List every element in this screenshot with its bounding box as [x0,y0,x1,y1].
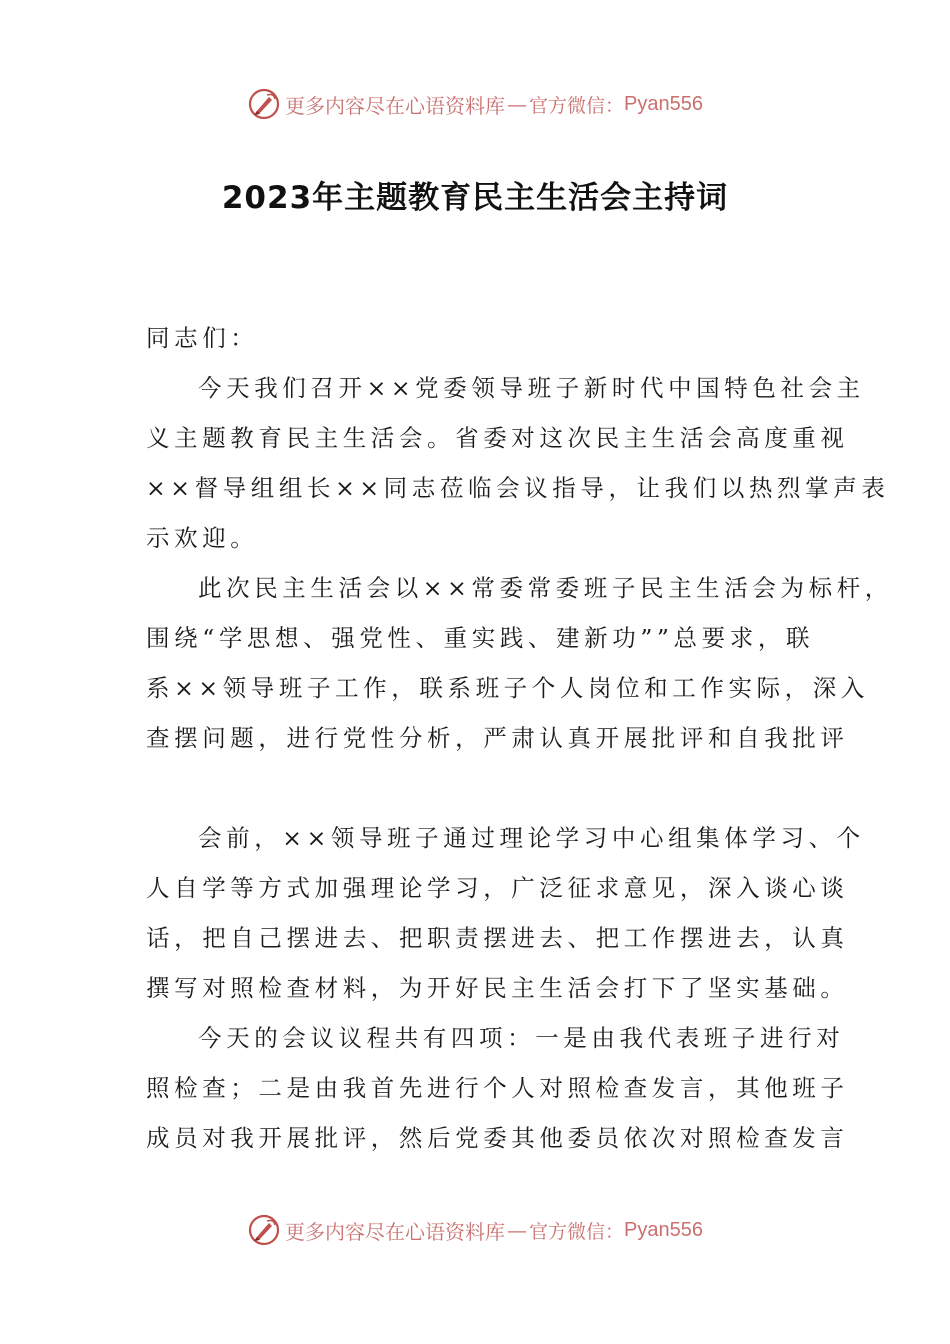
paragraph-line: 今天的会议议程共有四项：一是由我代表班子进行对 [198,1024,845,1052]
banner-wechat-label: 官方微信： [529,1220,625,1243]
pen-logo-icon [247,1213,281,1247]
paragraph-line: 示欢迎。 [146,524,259,552]
paragraph-line: 系××领导班子工作，联系班子个人岗位和工作实际，深入 [146,674,869,702]
paragraph-line: 今天我们召开××党委领导班子新时代中国特色社会主 [198,374,865,402]
banner-brand-text: 更多内容尽在心语资料库 [285,93,505,118]
paragraph-line: 成员对我开展批评，然后党委其他委员依次对照检查发言 [146,1124,849,1152]
paragraph-line: 围绕“学思想、强党性、重实践、建新功””总要求，联 [146,624,815,652]
paragraph-line: 查摆问题，进行党性分析，严肃认真开展批评和自我批评 [146,724,849,752]
banner-separator: — [507,1218,527,1242]
document-body [146,313,893,1163]
paragraph-line: 义主题教育民主生活会。省委对这次民主生活会高度重视 [146,424,849,452]
paragraph-line: 会前，××领导班子通过理论学习中心组集体学习、个 [198,824,865,852]
salutation: 同志们： [146,324,259,352]
watermark-banner-bottom [0,1210,950,1250]
banner-brand-text: 更多内容尽在心语资料库 [285,1219,505,1244]
paragraph-line: 话，把自己摆进去、把职责摆进去、把工作摆进去，认真 [146,924,849,952]
banner-separator: — [507,92,527,116]
banner-wechat-id: Pyan556 [624,1218,703,1241]
paragraph-gap [146,763,836,813]
paragraph-line: 此次民主生活会以××常委常委班子民主生活会为标杆， [198,574,893,602]
pen-logo-icon [247,87,281,121]
paragraph-line: 照检查；二是由我首先进行个人对照检查发言，其他班子 [146,1074,849,1102]
paragraph-line: 人自学等方式加强理论学习，广泛征求意见，深入谈心谈 [146,874,849,902]
banner-wechat-id: Pyan556 [624,92,703,115]
document-title: 2023年主题教育民主生活会主持词 [221,180,729,216]
watermark-banner-top [0,84,950,124]
paragraph-line: ××督导组组长××同志莅临会议指导，让我们以热烈掌声表 [146,474,890,502]
banner-wechat-label: 官方微信： [529,94,625,117]
paragraph-line: 撰写对照检查材料，为开好民主生活会打下了坚实基础。 [146,974,849,1002]
